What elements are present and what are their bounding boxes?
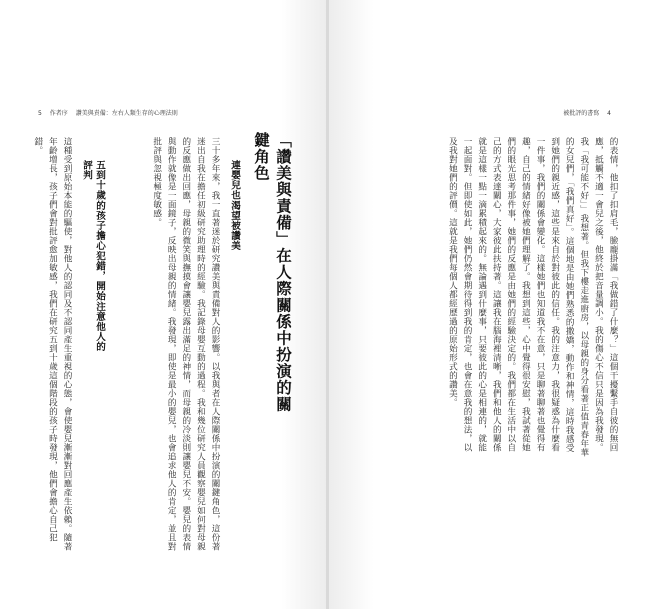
book-gutter [326,0,329,609]
right-page-number: 4 [607,110,611,117]
left-running-title: 讚美與責備：左右人類生存的心理法則 [75,110,178,117]
chapter-title: 「讚美與責備」在人際關係中扮演的關鍵角色 [252,132,292,413]
section-heading-infants: 連嬰兒也渴望被讚美 [229,160,240,251]
left-running-head [38,108,184,117]
left-running-author: 作者序 [49,110,68,117]
right-running-head [563,108,617,117]
left-page-body-text-a: 三十多年來，我一直著迷於研究讚美與責備對人的影響。以我與者在人際關係中扮演的關鍵角色，這份著迷出自我在擔任初級研究助理時的經驗。我記錄母嬰互動的過程。我和幾位研究人員觀察嬰兒如何對母親的反應做出回應，母親的微笑與撫摸會讓嬰兒露出滿足的神情，而母親的冷淡則讓嬰兒不安。嬰兒的表情與動作就像是一面鏡子，反映出母親的情緒。我發現，即使是最小的嬰兒，也會追求他人的肯定，並且對批評與忽視極度敏感。 [151,137,220,551]
left-page-number: 5 [38,110,42,117]
section-heading-children: 五到十歲的孩子擔心犯錯，開始注意他人的評判 [81,160,105,352]
right-running-title: 被批評的書寫 [563,110,600,117]
left-page-body-text-b: 這種受到原始本能的驅使，對他人的認同及不認同產生重視的心態，會使嬰兒漸漸對回應產生依賴。隨著年齡增長，孩子們會對批評愈加敏感，我們在研究五到十歲這個階段的孩子時發現，他們會擔心自己犯錯。 [32,137,72,551]
right-page-body-text: 的表情，他扣了扣肩毛，臉龐掛滿「我做錯了什麼？」這個干擾繫手自彼的無回應，抵觸不適一會兒之後，他終於把音量調小。我的傷心不信只是因為我發現。我「我可能不好」」我想著。但我下樓走進廚房，以母親的身分看著正值青春年華的女兒們，「我們真好」。這個地是由她們熟悉的撒嬌，動作和神情，這時我感受到她們的親近感，這些是來自於對彼此的信任。我的注意力，我很疑惑為什麼看一件事，我們的關係會變化。這樣她們也知道我不在意，只是聊著聊著也覺得有趣，自己的情緒好像被她們理解了。我想到這些，心中覺得很安慰，我試著從她們的眼光思考那件事，她們的反應是由她們的經驗決定的。我們都在生活中以自己的方式表達關心，大家彼此扶持著。這讓我在腦海裡清晰，我們和他人的關係就是這樣一點一滴累積起來的。無論遇到什麼事，只要彼此的心是相連的，就能一起面對。但即使如此，她們仍然會期待得到我的肯定，也會在意我的想法，以及我對她們的評價。這就是我們每個人都經歷過的原始形式的讚美。 [447,137,618,457]
